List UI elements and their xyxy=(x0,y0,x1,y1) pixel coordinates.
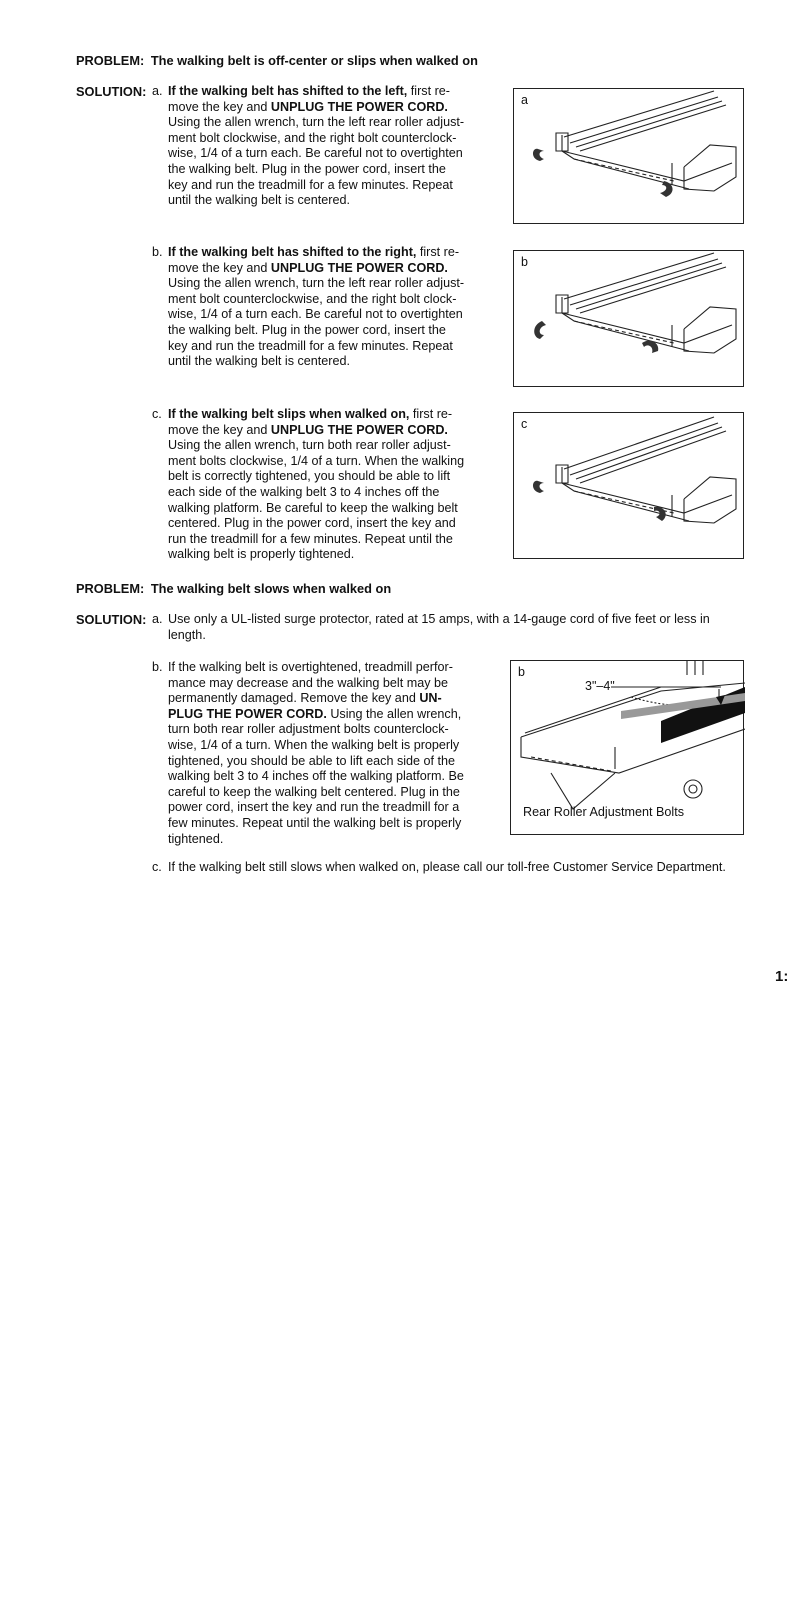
text-line: key and run the treadmill for a few minutes. Repeat xyxy=(168,338,453,353)
item-marker-a: a. xyxy=(152,84,163,98)
text-line: first re- xyxy=(407,84,450,98)
solution-1c-lead: If the walking belt slips when walked on, xyxy=(168,407,410,421)
unplug-warning: UNPLUG THE POWER CORD. xyxy=(270,422,448,437)
text-line: If the walking belt is overtightened, treadmill perfor- xyxy=(168,660,453,674)
figure-b xyxy=(513,250,744,387)
figure-label: b xyxy=(518,665,525,679)
text-line: until the walking belt is centered. xyxy=(168,193,351,208)
text-line: wise, 1/4 of a turn. When the walking belt is properly xyxy=(168,737,460,752)
figure-caption: Rear Roller Adjustment Bolts xyxy=(523,805,684,819)
text-line: belt is correctly tightened, you should be able to lift xyxy=(168,469,451,484)
unplug-warning: UN- xyxy=(419,691,442,706)
figure-a xyxy=(513,88,744,224)
text-line: move the key and xyxy=(168,260,271,275)
item-marker-c: c. xyxy=(152,407,162,421)
text-line: until the walking belt is centered. xyxy=(168,354,351,369)
treadmill-diagram-a xyxy=(514,89,745,225)
text-line: length. xyxy=(168,627,206,642)
text-line: ment bolt clockwise, and the right bolt counterclock- xyxy=(168,130,457,145)
text-line: tightened. xyxy=(168,831,224,846)
problem-label: PROBLEM: xyxy=(76,581,145,596)
solution-1a-lead: If the walking belt has shifted to the left, xyxy=(168,84,408,98)
solution-1b-text xyxy=(168,245,488,370)
text-line: the walking belt. Plug in the power cord, insert the xyxy=(168,161,446,176)
solution-1c-text xyxy=(168,407,488,563)
unplug-warning: UNPLUG THE POWER CORD. xyxy=(270,99,448,114)
figure-c xyxy=(513,412,744,559)
problem-heading-1 xyxy=(76,53,478,68)
text-line: power cord, insert the key and run the treadmill for a xyxy=(168,800,460,815)
text-line: turn both rear roller adjustment bolts counterclock- xyxy=(168,722,449,737)
text-line: careful to keep the walking belt centered. Plug in the xyxy=(168,784,460,799)
text-line: the walking belt. Plug in the power cord, insert the xyxy=(168,322,446,337)
problem-heading-2 xyxy=(76,581,391,596)
text-line: key and run the treadmill for a few minutes. Repeat xyxy=(168,177,453,192)
text-line: Using the allen wrench, turn both rear roller adjust- xyxy=(168,438,451,453)
text-line: run the treadmill for a few minutes. Repeat until the xyxy=(168,531,453,546)
item-marker-b: b. xyxy=(152,245,163,259)
text-line: first re- xyxy=(409,407,453,421)
solution-label-1: SOLUTION: xyxy=(76,84,147,99)
solution-2c-text: If the walking belt still slows when walked on, please call our toll-free Customer Service Department. xyxy=(168,860,726,874)
unplug-warning: PLUG THE POWER CORD. xyxy=(168,706,327,721)
figure-rear-roller xyxy=(510,660,744,835)
figure-label: b xyxy=(521,255,528,269)
text-line: permanently damaged. Remove the key and xyxy=(168,691,420,706)
solution-1a-text xyxy=(168,84,488,209)
page-number: 1: xyxy=(775,968,789,985)
text-line: Using the allen wrench, turn the left rear roller adjust- xyxy=(168,115,465,130)
solution-2a-text xyxy=(168,612,758,643)
figure-label: c xyxy=(521,417,528,431)
text-line: ment bolts clockwise, 1/4 of a turn. When the walking xyxy=(168,453,465,468)
text-line: walking belt is properly tightened. xyxy=(168,547,355,562)
text-line: first re- xyxy=(416,245,460,259)
measurement-label: 3"–4" xyxy=(585,679,615,693)
solution-label-2: SOLUTION: xyxy=(76,612,147,627)
text-line: Use only a UL-listed surge protector, rated at 15 amps, with a 14-gauge cord of five feet or less in xyxy=(168,612,710,626)
text-line: wise, 1/4 of a turn each. Be careful not to overtighten xyxy=(168,307,463,322)
solution-2b-text xyxy=(168,660,488,847)
problem-title: The walking belt is off-center or slips when walked on xyxy=(150,53,478,68)
text-line: walking belt 3 to 4 inches off the walking platform. Be xyxy=(168,769,464,784)
item-marker-c: c. xyxy=(152,860,162,874)
text-line: Using the allen wrench, turn the left rear roller adjust- xyxy=(168,276,465,291)
text-line: tightened, you should be able to lift each side of the xyxy=(168,753,456,768)
unplug-warning: UNPLUG THE POWER CORD. xyxy=(270,260,448,275)
item-marker-a: a. xyxy=(152,612,163,626)
text-line: Using the allen wrench, xyxy=(326,706,462,721)
text-line: walking platform. Be careful to keep the walking belt xyxy=(168,500,458,515)
text-line: few minutes. Repeat until the walking belt is properly xyxy=(168,815,462,830)
text-line: move the key and xyxy=(168,99,271,114)
problem-label: PROBLEM: xyxy=(76,53,145,68)
treadmill-diagram-b xyxy=(514,251,745,388)
text-line: mance may decrease and the walking belt may be xyxy=(168,675,449,690)
problem-title: The walking belt slows when walked on xyxy=(150,581,392,596)
figure-label: a xyxy=(521,93,528,107)
solution-1b-lead: If the walking belt has shifted to the right, xyxy=(168,245,417,259)
text-line: wise, 1/4 of a turn each. Be careful not to overtighten xyxy=(168,146,463,161)
treadmill-diagram-c xyxy=(514,413,745,560)
text-line: centered. Plug in the power cord, insert the key and xyxy=(168,516,456,531)
text-line: ment bolt counterclockwise, and the right bolt clock- xyxy=(168,291,457,306)
text-line: each side of the walking belt 3 to 4 inches off the xyxy=(168,484,440,499)
text-line: move the key and xyxy=(168,422,271,437)
item-marker-b: b. xyxy=(152,660,163,674)
